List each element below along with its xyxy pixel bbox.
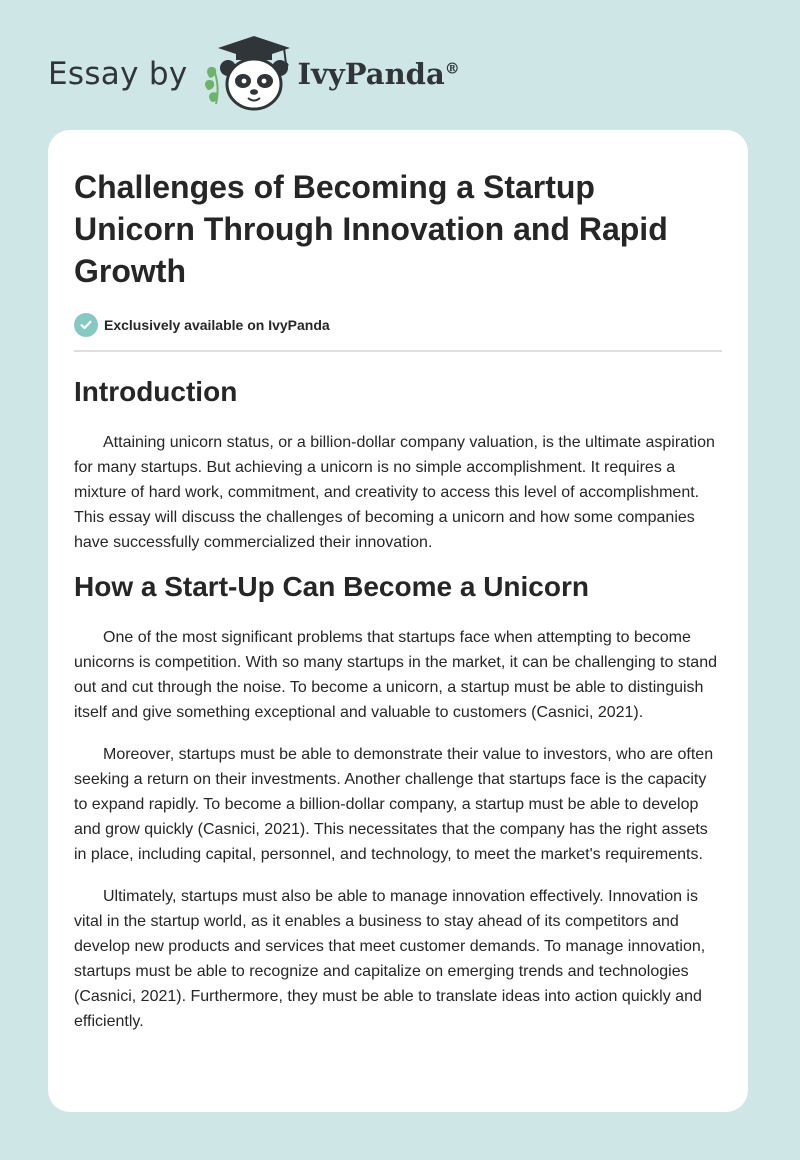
check-circle-icon [74,313,98,337]
availability-badge-text: Exclusively available on IvyPanda [104,317,330,333]
paragraph: Ultimately, startups must also be able to manage innovation effectively. Innovation is vital in the startup world, as it enables a business to stay ahead of its competitors and develop new products and services that meet customer demands. To manage innovation, startups must be able to recognize and capitalize on emerging trends and technologies (Casnici, 2021). Furthermore, they must be able to translate ideas into action quickly and efficiently. [74,888,706,1030]
section-heading: Introduction [74,376,238,407]
paragraph: Moreover, startups must be able to demonstrate their value to investors, who are often seeking a return on their investments. Another challenge that startups face is the capacity to expand rapidly. To become a billion-dollar company, a startup must be able to develop and grow quickly (Casnici, 2021). This necessitates that the company has the right assets in place, including capital, personnel, and technology, to meet the market's requirements. [74,746,714,863]
section-heading: How a Start-Up Can Become a Unicorn [74,571,589,602]
paragraph: Attaining unicorn status, or a billion-dollar company valuation, is the ultimate aspiration for many startups. But achieving a unicorn is no simple accomplishment. It requires a mixture of hard work, commitment, and creativity to access this level of accomplishment. This essay will discuss the challenges of becoming a unicorn and how some companies have successfully commercialized their innovation. [74,434,715,551]
divider [74,350,722,352]
panda-graduate-logo-icon[interactable] [202,34,294,114]
site-header [48,34,460,114]
brand-name[interactable]: IvyPanda® [297,57,460,91]
ivy-leaf-icon [205,67,218,104]
essay-title: Challenges of Becoming a Startup Unicorn Through Innovation and Rapid Growth [74,169,668,289]
essay-card [48,130,748,1112]
section-introduction [74,374,722,555]
brand-prefix: Essay by [48,56,188,92]
section-become-unicorn [74,569,722,1034]
paragraph: One of the most significant problems that startups face when attempting to become unicorns is competition. With so many startups in the market, it can be challenging to stand out and cut through the noise. To become a unicorn, a startup must be able to distinguish itself and give something exceptional and valuable to customers (Casnici, 2021). [74,629,717,721]
availability-badge [74,312,722,338]
